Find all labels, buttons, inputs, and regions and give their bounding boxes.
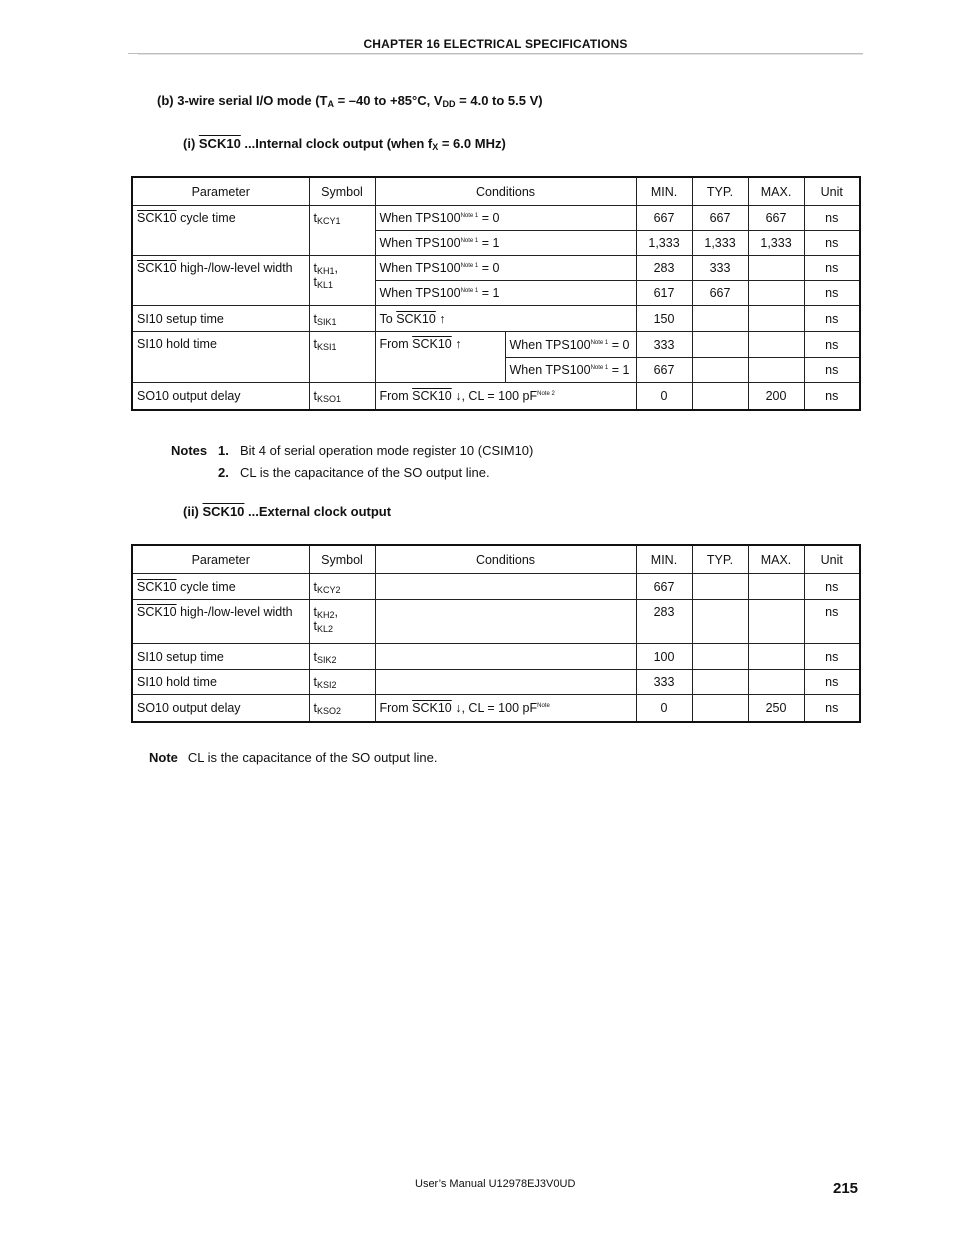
unit-cell: ns	[804, 695, 860, 722]
subscript: A	[327, 99, 334, 109]
column-header: TYP.	[692, 545, 748, 574]
subscript: KSI2	[316, 680, 337, 690]
param-cell	[132, 206, 309, 256]
final-note	[149, 750, 437, 765]
subscript: KSO2	[316, 705, 341, 716]
max-cell	[748, 281, 804, 306]
param-cell: SI10 setup time	[132, 306, 309, 332]
signal-name: SCK10	[137, 261, 177, 275]
min-cell: 333	[636, 332, 692, 358]
max-cell	[748, 600, 804, 644]
header-rule	[138, 54, 863, 55]
min-cell: 667	[636, 206, 692, 231]
table-row	[132, 306, 860, 332]
max-cell	[748, 644, 804, 670]
condition-text: ↓, CL = 100 pF	[451, 388, 538, 403]
column-header: Conditions	[375, 177, 636, 206]
table-header-row	[132, 545, 860, 574]
condition-cell	[375, 644, 636, 670]
typ-cell	[692, 306, 748, 332]
typ-cell	[692, 600, 748, 644]
condition-text: From	[379, 337, 413, 351]
unit-cell: ns	[804, 281, 860, 306]
unit-cell: ns	[804, 231, 860, 256]
max-cell	[748, 332, 804, 358]
condition-text: = 0	[478, 261, 500, 275]
column-header: Conditions	[375, 545, 636, 574]
param-text: cycle time	[176, 211, 236, 225]
external-clock-table	[131, 544, 861, 723]
note-number: 2.	[218, 465, 229, 480]
param-cell: SI10 hold time	[132, 670, 309, 695]
note-ref: Note 1	[460, 263, 479, 269]
unit-cell: ns	[804, 256, 860, 281]
condition-cell	[375, 383, 636, 410]
subscript: KL2	[316, 624, 333, 634]
symbol-text: t	[313, 649, 317, 664]
subscript: DD	[442, 99, 456, 109]
unit-cell: ns	[804, 574, 860, 600]
unit-cell: ns	[804, 306, 860, 332]
min-cell: 0	[636, 383, 692, 410]
condition-text: To	[379, 311, 397, 326]
note-ref: Note 1	[590, 365, 609, 371]
condition-cell	[375, 574, 636, 600]
typ-cell	[692, 695, 748, 722]
max-cell: 667	[748, 206, 804, 231]
column-header: MAX.	[748, 545, 804, 574]
symbol-text: ,	[334, 605, 338, 619]
heading-text: ...External clock output	[244, 504, 392, 519]
condition-text: From	[379, 700, 413, 715]
condition-cell	[375, 231, 636, 256]
typ-cell	[692, 644, 748, 670]
symbol-cell	[309, 256, 375, 306]
table-row	[132, 206, 860, 231]
note-ref: Note 1	[460, 238, 479, 244]
symbol-text: t	[313, 579, 317, 594]
condition-cell	[505, 332, 636, 358]
column-header: Symbol	[309, 177, 375, 206]
min-cell: 100	[636, 644, 692, 670]
note-ref: Note 2	[537, 390, 555, 397]
max-cell	[748, 358, 804, 383]
symbol-cell	[309, 695, 375, 722]
typ-cell	[692, 358, 748, 383]
condition-text: When TPS100	[379, 211, 461, 225]
column-header: MAX.	[748, 177, 804, 206]
max-cell	[748, 670, 804, 695]
symbol-text: t	[313, 275, 317, 289]
symbol-text: t	[313, 211, 317, 225]
param-cell	[132, 600, 309, 644]
note-1	[171, 440, 533, 462]
signal-name: SCK10	[396, 311, 436, 326]
table-row	[132, 644, 860, 670]
symbol-cell	[309, 383, 375, 410]
symbol-text: t	[313, 388, 317, 403]
column-header: MIN.	[636, 177, 692, 206]
typ-cell: 667	[692, 206, 748, 231]
table-header-row	[132, 177, 860, 206]
max-cell	[748, 256, 804, 281]
subscript: KH1	[316, 266, 335, 276]
symbol-text: t	[313, 311, 317, 326]
condition-text: = 1	[478, 286, 500, 300]
signal-name: SCK10	[137, 211, 177, 225]
param-cell: SI10 hold time	[132, 332, 309, 383]
column-header: Parameter	[132, 177, 309, 206]
max-cell: 1,333	[748, 231, 804, 256]
notes-block	[171, 440, 533, 484]
subscript: X	[432, 142, 439, 152]
typ-cell	[692, 332, 748, 358]
subscript: SIK1	[316, 316, 337, 327]
typ-cell: 667	[692, 281, 748, 306]
heading-text: (i)	[183, 136, 199, 151]
condition-text: = 0	[608, 337, 630, 352]
subscript: KCY2	[316, 584, 341, 595]
section-ii-heading	[183, 504, 391, 519]
unit-cell: ns	[804, 358, 860, 383]
unit-cell: ns	[804, 383, 860, 410]
symbol-cell	[309, 574, 375, 600]
heading-text: (ii)	[183, 504, 203, 519]
note-text: Bit 4 of serial operation mode register 10 (CSIM10)	[240, 443, 534, 458]
condition-cell	[375, 306, 636, 332]
condition-text: = 1	[608, 363, 630, 377]
condition-cell	[375, 670, 636, 695]
symbol-cell	[309, 306, 375, 332]
min-cell: 667	[636, 358, 692, 383]
heading-text: = 6.0 MHz)	[438, 136, 506, 151]
min-cell: 667	[636, 574, 692, 600]
subscript: SIK2	[316, 654, 337, 665]
condition-cell	[375, 600, 636, 644]
typ-cell	[692, 670, 748, 695]
signal-name: SCK10	[202, 504, 245, 519]
subscript: KH2	[316, 610, 335, 620]
unit-cell: ns	[804, 332, 860, 358]
min-cell: 283	[636, 600, 692, 644]
unit-cell: ns	[804, 600, 860, 644]
symbol-text: t	[313, 337, 317, 351]
max-cell	[748, 306, 804, 332]
column-header: Unit	[804, 177, 860, 206]
table-row	[132, 574, 860, 600]
condition-text: When TPS100	[509, 363, 591, 377]
note-ref: Note 1	[460, 288, 479, 294]
note-label: Note	[149, 750, 178, 765]
symbol-text: t	[313, 700, 317, 715]
condition-cell	[375, 256, 636, 281]
typ-cell: 333	[692, 256, 748, 281]
min-cell: 617	[636, 281, 692, 306]
condition-cell	[375, 332, 505, 383]
symbol-text: t	[313, 605, 317, 619]
note-2	[171, 462, 533, 484]
min-cell: 0	[636, 695, 692, 722]
unit-cell: ns	[804, 206, 860, 231]
internal-clock-table	[131, 176, 861, 411]
heading-text: (b) 3-wire serial I/O mode (T	[157, 93, 328, 108]
min-cell: 150	[636, 306, 692, 332]
symbol-text: t	[313, 619, 317, 633]
note-number: 1.	[218, 443, 229, 458]
condition-text: = 0	[478, 211, 500, 225]
rising-edge-icon: ↑	[451, 337, 462, 351]
heading-text: = –40 to +85°C, V	[333, 93, 443, 108]
min-cell: 1,333	[636, 231, 692, 256]
subscript: KSI1	[316, 342, 337, 352]
typ-cell	[692, 383, 748, 410]
typ-cell: 1,333	[692, 231, 748, 256]
chapter-title: CHAPTER 16 ELECTRICAL SPECIFICATIONS	[363, 37, 628, 51]
param-cell	[132, 256, 309, 306]
running-header	[128, 37, 863, 54]
signal-name: SCK10	[412, 388, 452, 403]
notes-label: Notes	[171, 443, 208, 458]
min-cell: 283	[636, 256, 692, 281]
subscript: KSO1	[316, 393, 341, 404]
column-header: TYP.	[692, 177, 748, 206]
condition-text: = 1	[478, 236, 500, 250]
max-cell: 200	[748, 383, 804, 410]
max-cell	[748, 574, 804, 600]
min-cell: 333	[636, 670, 692, 695]
subscript: KCY1	[316, 216, 341, 226]
note-text: CL is the capacitance of the SO output line.	[187, 750, 438, 765]
column-header: Symbol	[309, 545, 375, 574]
condition-text: From	[379, 388, 413, 403]
symbol-cell	[309, 600, 375, 644]
param-text: high-/low-level width	[176, 261, 293, 275]
condition-cell	[375, 281, 636, 306]
table-row	[132, 600, 860, 644]
rising-edge-icon: ↑	[435, 311, 446, 326]
table-row	[132, 332, 860, 358]
param-cell: SI10 setup time	[132, 644, 309, 670]
max-cell: 250	[748, 695, 804, 722]
param-cell	[132, 574, 309, 600]
subscript: KL1	[316, 280, 333, 290]
signal-name: SCK10	[198, 136, 241, 151]
heading-text: ...Internal clock output (when f	[240, 136, 433, 151]
param-cell: SO10 output delay	[132, 695, 309, 722]
table-row	[132, 670, 860, 695]
note-ref: Note	[537, 702, 550, 709]
symbol-cell	[309, 670, 375, 695]
condition-cell	[505, 358, 636, 383]
condition-text: When TPS100	[379, 286, 461, 300]
condition-cell	[375, 206, 636, 231]
condition-cell	[375, 695, 636, 722]
param-cell: SO10 output delay	[132, 383, 309, 410]
section-b-heading	[157, 93, 543, 108]
unit-cell: ns	[804, 670, 860, 695]
heading-text: = 4.0 to 5.5 V)	[455, 93, 543, 108]
signal-name: SCK10	[412, 700, 452, 715]
table-row	[132, 256, 860, 281]
condition-text: When TPS100	[379, 261, 461, 275]
symbol-text: ,	[334, 261, 338, 275]
symbol-cell	[309, 644, 375, 670]
typ-cell	[692, 574, 748, 600]
signal-name: SCK10	[412, 337, 452, 351]
unit-cell: ns	[804, 644, 860, 670]
column-header: Unit	[804, 545, 860, 574]
table-row	[132, 383, 860, 410]
symbol-text: t	[313, 261, 317, 275]
column-header: MIN.	[636, 545, 692, 574]
footer-manual-id: User’s Manual U12978EJ3V0UD	[415, 1178, 576, 1190]
symbol-cell	[309, 206, 375, 256]
condition-text: When TPS100	[379, 236, 461, 250]
note-text: CL is the capacitance of the SO output line.	[240, 465, 490, 480]
table-row	[132, 695, 860, 722]
signal-name: SCK10	[137, 605, 177, 619]
condition-text: ↓, CL = 100 pF	[451, 700, 538, 715]
param-text: high-/low-level width	[176, 605, 293, 619]
note-ref: Note 1	[460, 213, 479, 219]
symbol-cell	[309, 332, 375, 383]
condition-text: When TPS100	[509, 337, 591, 352]
symbol-text: t	[313, 675, 317, 689]
note-ref: Note 1	[590, 339, 609, 346]
signal-name: SCK10	[137, 579, 177, 594]
page-number: 215	[833, 1180, 859, 1197]
column-header: Parameter	[132, 545, 309, 574]
section-i-heading	[183, 136, 506, 151]
param-text: cycle time	[176, 579, 236, 594]
